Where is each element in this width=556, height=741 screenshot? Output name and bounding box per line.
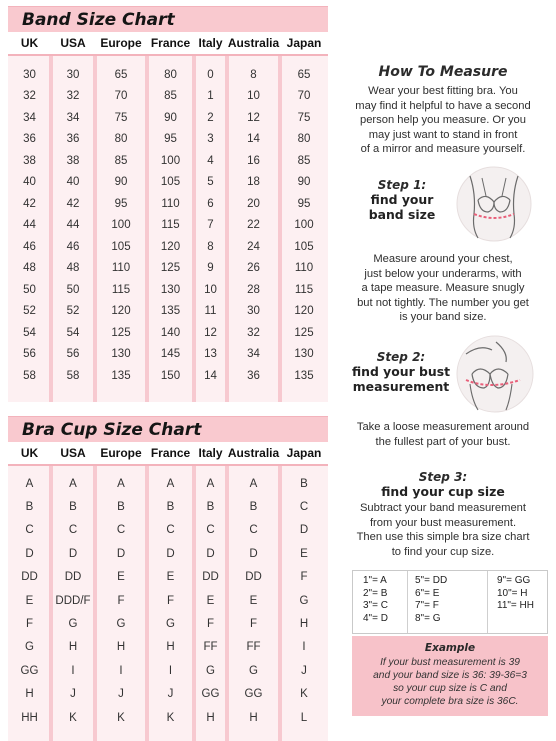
table-cell: D [116,547,126,560]
table-cell: FF [203,641,218,654]
table-cell: HH [21,711,38,724]
table-cell: B [249,501,258,514]
table-cell: 80 [297,133,311,146]
diff-entry: 5"= DD [415,575,448,586]
header-france: France [150,446,191,460]
table-cell: 85 [114,154,128,167]
table-cell: B [300,477,308,490]
header-australia: Australia [227,446,280,460]
table-cell: 48 [23,262,36,275]
step3-label: Step 3: [418,470,468,484]
cup-chart-body [8,466,328,741]
column-separator [225,56,229,402]
table-cell: G [249,664,258,677]
table-cell: 16 [247,154,260,167]
example-line: so your cup size is C and [393,683,507,694]
bust-measure-illustration [456,334,534,414]
table-cell: F [206,618,215,631]
table-cell: 20 [247,197,260,210]
step1-text-line: but not tightly. The number you get [357,296,529,309]
table-cell: K [300,688,308,701]
diff-entry: 3"= C [363,600,388,612]
table-cell: 30 [23,68,36,81]
table-cell: C [299,501,309,514]
table-cell: H [206,711,215,724]
table-cell: GG [244,688,263,701]
diff-separator [487,571,488,633]
table-cell: 95 [164,133,177,146]
table-cell: 11 [204,305,217,318]
table-cell: 100 [294,219,314,232]
table-cell: DD [64,571,82,584]
how-to-measure-title: How To Measure [378,64,508,80]
table-cell: 70 [297,90,311,103]
step1-text-line: Measure around your chest, [373,253,513,265]
table-cell: G [25,641,34,654]
table-cell: 100 [160,154,181,167]
table-cell: K [69,711,77,724]
table-cell: 115 [294,283,314,296]
table-cell: 26 [247,262,260,275]
column-separator [192,56,196,402]
table-cell: J [167,688,174,701]
table-cell: 150 [160,369,181,382]
table-cell: 1 [207,90,214,103]
table-cell: 14 [204,369,217,382]
table-cell: 120 [294,305,314,318]
table-cell: G [116,618,126,631]
table-cell: 14 [247,133,260,146]
table-cell: 135 [111,369,131,382]
table-cell: 12 [247,111,260,124]
table-cell: 58 [66,369,80,382]
cup-chart-title: Bra Cup Size Chart [8,416,328,442]
step1-text-line: is your band size. [399,311,487,323]
column-separator [49,466,53,741]
cup-chart-header-row [8,442,328,466]
table-cell: 90 [164,111,177,124]
intro-text [338,84,548,157]
table-cell: 50 [66,283,80,296]
table-cell: 24 [247,240,260,253]
table-cell: FF [246,641,261,654]
table-cell: 34 [247,348,260,361]
step3-text-line: to find your cup size. [391,545,495,558]
step2-text-line: the fullest part of your bust. [375,435,511,448]
table-cell: 40 [23,176,36,189]
table-cell: 10 [247,90,260,103]
cup-size-chart [8,416,328,741]
table-cell: H [25,688,34,701]
table-cell: G [68,618,78,631]
table-cell: I [71,664,75,677]
diff-column-3 [497,575,534,613]
table-cell: A [117,477,125,490]
table-cell: E [166,571,175,584]
table-cell: D [166,547,175,560]
table-cell: 65 [114,68,128,81]
header-europe: Europe [100,446,142,460]
table-cell: A [25,477,34,490]
diff-entry: 9"= GG [497,575,531,586]
step1-text-line: a tape measure. Measure snugly [361,282,525,294]
table-cell: B [206,501,215,514]
step2-label: Step 2: [376,350,426,364]
table-cell: 48 [66,262,80,275]
diff-entry: 6"= E [415,587,440,599]
table-cell: 3 [207,133,214,146]
table-cell: 6 [207,197,214,210]
table-cell: A [166,477,175,490]
header-italy: Italy [198,36,223,50]
table-cell: G [166,618,175,631]
table-cell: E [300,547,308,560]
diff-entry: 10"= H [497,587,528,599]
diff-column-2 [415,575,447,625]
diff-separator [407,571,408,633]
table-cell: 75 [297,111,311,124]
table-cell: 8 [250,68,257,81]
table-cell: 5 [207,176,214,189]
table-cell: 115 [161,219,180,232]
column-separator [93,466,97,741]
table-cell: K [117,711,125,724]
table-cell: C [249,524,258,537]
table-cell: 85 [297,154,311,167]
table-cell: 65 [297,68,311,81]
table-cell: 85 [164,90,177,103]
intro-line: may just want to stand in front [368,128,518,141]
table-cell: 10 [204,283,217,296]
table-cell: I [168,664,173,677]
step3-heading [338,470,548,499]
table-cell: 105 [111,240,131,253]
intro-line: person help you measure. Or you [359,114,527,126]
band-chart-header-row [8,32,328,56]
table-cell: I [302,641,306,654]
table-cell: 7 [207,219,214,232]
table-cell: L [300,711,308,724]
step2-heading [342,350,460,394]
table-cell: K [166,711,175,724]
table-cell: 145 [160,348,181,361]
table-cell: 80 [164,68,177,81]
table-cell: D [25,547,34,560]
example-title: Example [424,642,476,654]
table-cell: 36 [23,133,36,146]
header-france: France [150,36,191,50]
table-cell: 32 [23,90,36,103]
table-cell: H [68,641,78,654]
band-size-chart [8,6,328,402]
table-cell: 120 [111,305,131,318]
table-cell: F [300,571,308,584]
table-cell: 34 [66,111,80,124]
column-separator [278,56,282,402]
table-cell: C [206,524,215,537]
header-usa: USA [60,36,86,50]
diff-entry: 7"= F [415,600,439,612]
step2-text-line: Take a loose measurement around [356,421,530,433]
header-uk: UK [20,36,39,50]
band-chart-title: Band Size Chart [8,6,328,32]
table-cell: 32 [247,326,260,339]
table-cell: G [206,664,215,677]
column-separator [93,56,97,402]
table-cell: DD [202,571,219,584]
diff-column-1 [363,575,388,625]
diff-entry: 2"= B [363,587,388,599]
band-chart-body [8,56,328,402]
table-cell: 135 [160,305,181,318]
table-cell: J [70,688,76,701]
table-cell: 38 [23,154,36,167]
table-cell: 105 [160,176,181,189]
example-text [352,656,548,708]
step1-title-line: band size [368,207,436,222]
table-cell: 105 [294,240,314,253]
table-cell: 18 [247,176,260,189]
table-cell: 9 [207,262,214,275]
table-cell: H [299,618,309,631]
table-cell: 36 [66,133,80,146]
step2-title-line: find your bust [351,364,450,379]
intro-line: may find it helpful to have a second [355,99,531,112]
table-cell: DDD/F [55,594,91,607]
table-cell: 100 [111,219,131,232]
table-cell: 32 [66,90,80,103]
table-cell: 13 [204,348,217,361]
table-cell: C [68,524,78,537]
header-italy: Italy [198,446,223,460]
table-cell: F [25,618,34,631]
table-cell: 120 [160,240,181,253]
diff-entry: 8"= G [415,612,441,624]
column-separator [278,466,282,741]
diff-entry: 4"= D [363,612,388,624]
table-cell: 115 [111,283,131,296]
header-europe: Europe [100,36,142,50]
header-japan: Japan [286,36,322,50]
table-cell: 38 [66,154,80,167]
table-cell: 135 [294,369,314,382]
table-cell: 36 [247,369,260,382]
table-cell: D [206,547,215,560]
table-cell: D [249,547,258,560]
table-cell: 140 [160,326,181,339]
step1-text-line: just below your underarms, with [364,267,522,280]
table-cell: C [25,524,34,537]
table-cell: H [116,641,126,654]
table-cell: GG [201,688,220,701]
band-measure-illustration [456,164,532,244]
diff-entry: 1"= A [363,575,387,586]
column-separator [145,56,149,402]
table-cell: A [206,477,215,490]
table-cell: 52 [66,305,80,318]
table-cell: H [249,711,258,724]
table-cell: 22 [247,219,260,232]
table-cell: 46 [66,240,80,253]
header-australia: Australia [227,36,280,50]
example-box [352,636,548,716]
table-cell: D [68,547,78,560]
table-cell: 125 [111,326,131,339]
table-cell: 56 [66,348,80,361]
step1-label: Step 1: [377,178,427,192]
table-cell: 95 [297,197,311,210]
header-usa: USA [60,446,86,460]
diff-entry: 11"= HH [497,600,534,612]
header-japan: Japan [286,446,322,460]
table-cell: 110 [294,262,314,275]
example-line: your complete bra size is 36C. [381,696,519,707]
table-cell: 125 [294,326,314,339]
table-cell: 50 [23,283,36,296]
table-cell: 44 [23,219,36,232]
table-cell: 42 [66,197,80,210]
table-cell: E [249,594,258,607]
table-cell: B [69,501,77,514]
table-cell: B [117,501,125,514]
step1-heading [352,178,452,222]
table-cell: 80 [114,133,128,146]
table-cell: 90 [114,176,128,189]
table-cell: 4 [207,154,214,167]
column-separator [145,466,149,741]
header-uk: UK [20,446,39,460]
table-cell: 28 [247,283,260,296]
step2-title-line: measurement [352,379,450,394]
intro-line: of a mirror and measure yourself. [360,143,526,155]
table-cell: 125 [160,262,181,275]
table-cell: 44 [66,219,80,232]
table-cell: G [299,594,309,607]
table-cell: 46 [23,240,36,253]
table-cell: 110 [111,262,131,275]
table-cell: D [299,524,309,537]
step3-text-line: from your bust measurement. [369,516,517,529]
table-cell: 90 [297,176,311,189]
table-cell: 2 [207,111,214,124]
table-cell: 40 [66,176,80,189]
table-cell: 130 [294,348,314,361]
column-separator [49,56,53,402]
table-cell: 70 [114,90,128,103]
table-cell: F [166,594,175,607]
table-cell: F [249,618,258,631]
table-cell: 34 [23,111,36,124]
table-cell: A [69,477,77,490]
table-cell: 42 [23,197,36,210]
table-cell: GG [20,664,39,677]
cup-difference-table [352,570,548,634]
table-cell: J [301,664,307,677]
table-cell: 56 [23,348,36,361]
table-cell: 30 [247,305,260,318]
table-cell: E [206,594,215,607]
intro-line: Wear your best fitting bra. You [368,85,518,97]
table-cell: I [119,664,123,677]
step1-title-line: find your [370,192,434,207]
step1-text [338,252,548,325]
table-cell: 54 [66,326,80,339]
step3-text-line: Then use this simple bra size chart [356,531,530,543]
step3-text [338,501,548,559]
table-cell: C [116,524,126,537]
table-cell: 75 [114,111,128,124]
table-cell: C [166,524,175,537]
table-cell: J [118,688,124,701]
table-cell: 58 [23,369,36,382]
step3-title: find your cup size [381,484,505,499]
table-cell: 130 [111,348,131,361]
table-cell: H [166,641,175,654]
column-separator [225,466,229,741]
table-cell: E [117,571,125,584]
table-cell: 95 [114,197,128,210]
table-cell: 52 [23,305,36,318]
table-cell: 8 [207,240,214,253]
step3-text-line: Subtract your band measurement [359,502,527,514]
table-cell: F [117,594,125,607]
table-cell: 110 [161,197,180,210]
table-cell: 130 [160,283,181,296]
table-cell: B [166,501,175,514]
table-cell: 0 [207,68,214,81]
example-line: and your band size is 36: 39-36=3 [373,670,527,681]
step2-text [338,420,548,449]
table-cell: 54 [23,326,36,339]
table-cell: B [25,501,34,514]
table-cell: A [249,477,258,490]
table-cell: DD [245,571,262,584]
table-cell: DD [21,571,38,584]
table-cell: E [25,594,34,607]
table-cell: 12 [204,326,217,339]
example-line: If your bust measurement is 39 [380,657,520,668]
column-separator [192,466,196,741]
table-cell: 30 [66,68,80,81]
